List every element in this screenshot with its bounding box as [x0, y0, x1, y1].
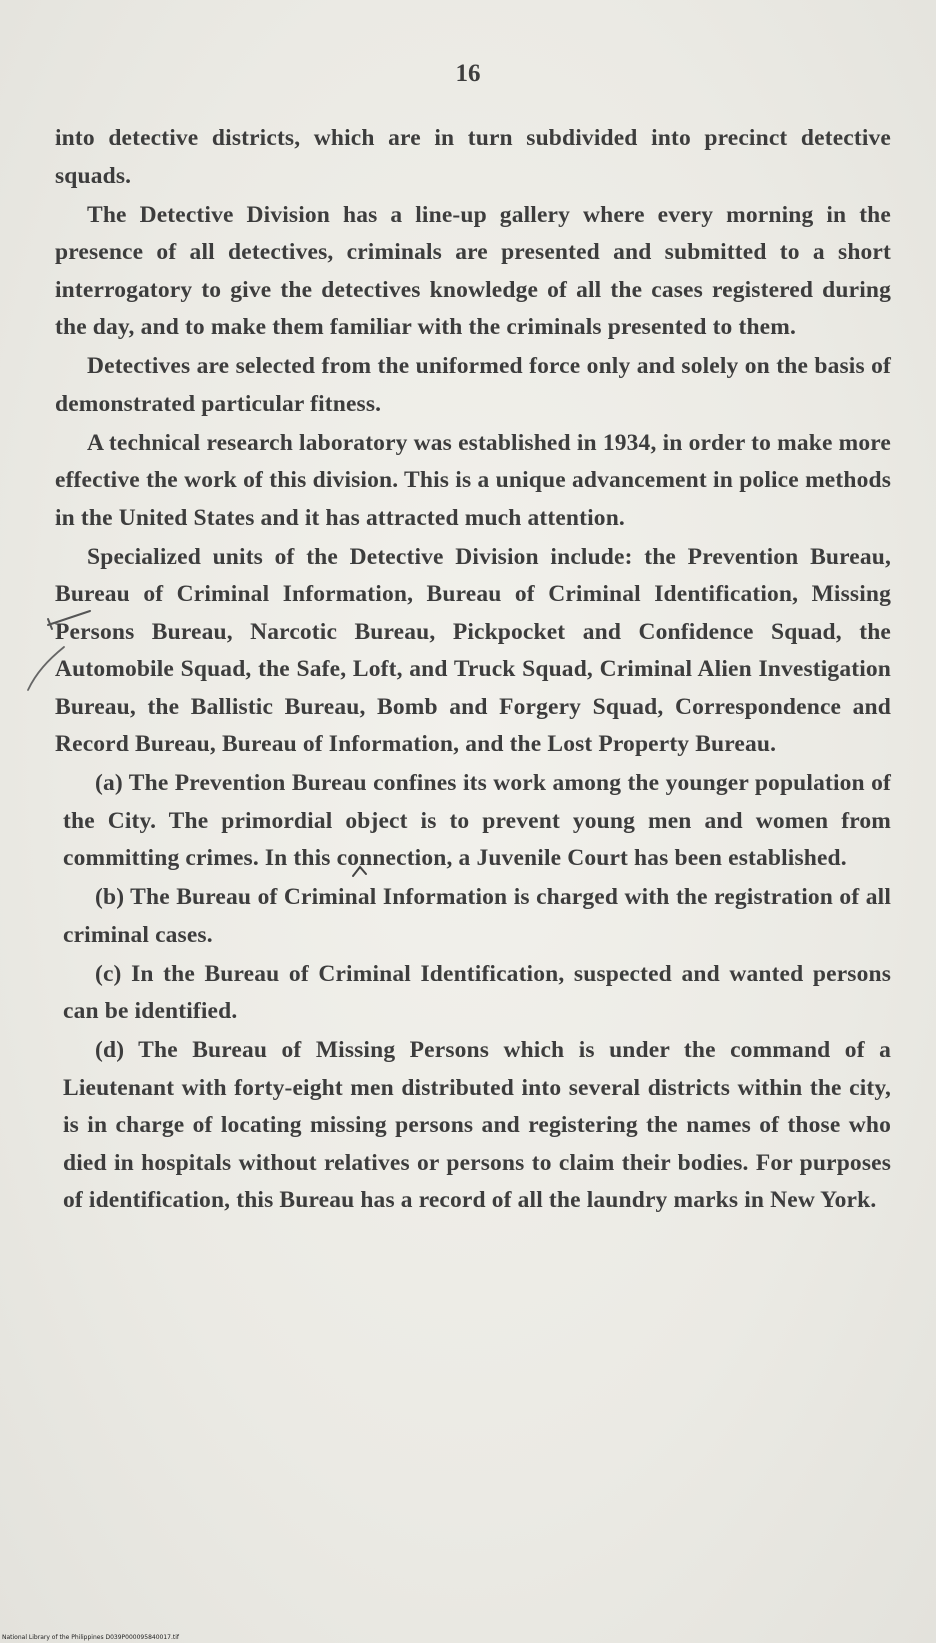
paragraph-research-laboratory: A technical research laboratory was established in 1934, in order to make more effective the work of this division. This is a unique advancement in police methods in the United States and it has attracted much attention. [55, 429, 891, 531]
paragraph-missing-persons: (d) The Bureau of Missing Persons which is under the command of a Lieutenant with forty-eight men distributed into several districts within the city, is in charge of locating missing persons and registering the names of those who died in hospitals without relatives or persons to claim their bodies. For purposes of identification, this Bureau has a record of all the laundry marks in New York. [63, 1037, 891, 1213]
paragraph-prevention-bureau: (a) The Prevention Bureau confines its work among the younger population of the City. The primordial object is to prevent young men and women from committing crimes. In this connection, a Juvenile Court has been established. [63, 770, 891, 871]
paragraph-criminal-identification: (c) In the Bureau of Criminal Identification, suspected and wanted persons can be identified. [63, 960, 891, 1024]
body-text [55, 120, 891, 1221]
paragraph-continuation: into detective districts, which are in turn subdivided into precinct detective squads. [55, 125, 891, 189]
paragraph-specialized-units: Specialized units of the Detective Division include: the Prevention Bureau, Bureau of Criminal Information, Bureau of Criminal Identification, Missing Persons Bureau, Narcotic Bureau, Pickpocket and Confidence Squad, the Automobile Squad, the Safe, Loft, and Truck Squad, Criminal Alien Investigation Bureau, the Ballistic Bureau, Bomb and Forgery Squad, Correspondence and Record Bureau, Bureau of Information, and the Lost Property Bureau. [55, 543, 891, 757]
scan-footer: National Library of the Philippines D039P000095840017.tif [2, 1634, 180, 1641]
paragraph-detective-selection: Detectives are selected from the uniformed force only and solely on the basis of demonstrated particular fitness. [55, 353, 891, 417]
paragraph-line-up-gallery: The Detective Division has a line-up gallery where every morning in the presence of all detectives, criminals are presented and submitted to a short interrogatory to give the detectives knowledge of all the cases registered during the day, and to make them familiar with the criminals presented to them. [55, 201, 891, 340]
paragraph-criminal-information: (b) The Bureau of Criminal Information is charged with the registration of all criminal cases. [63, 884, 891, 948]
page-number: 16 [455, 60, 481, 87]
